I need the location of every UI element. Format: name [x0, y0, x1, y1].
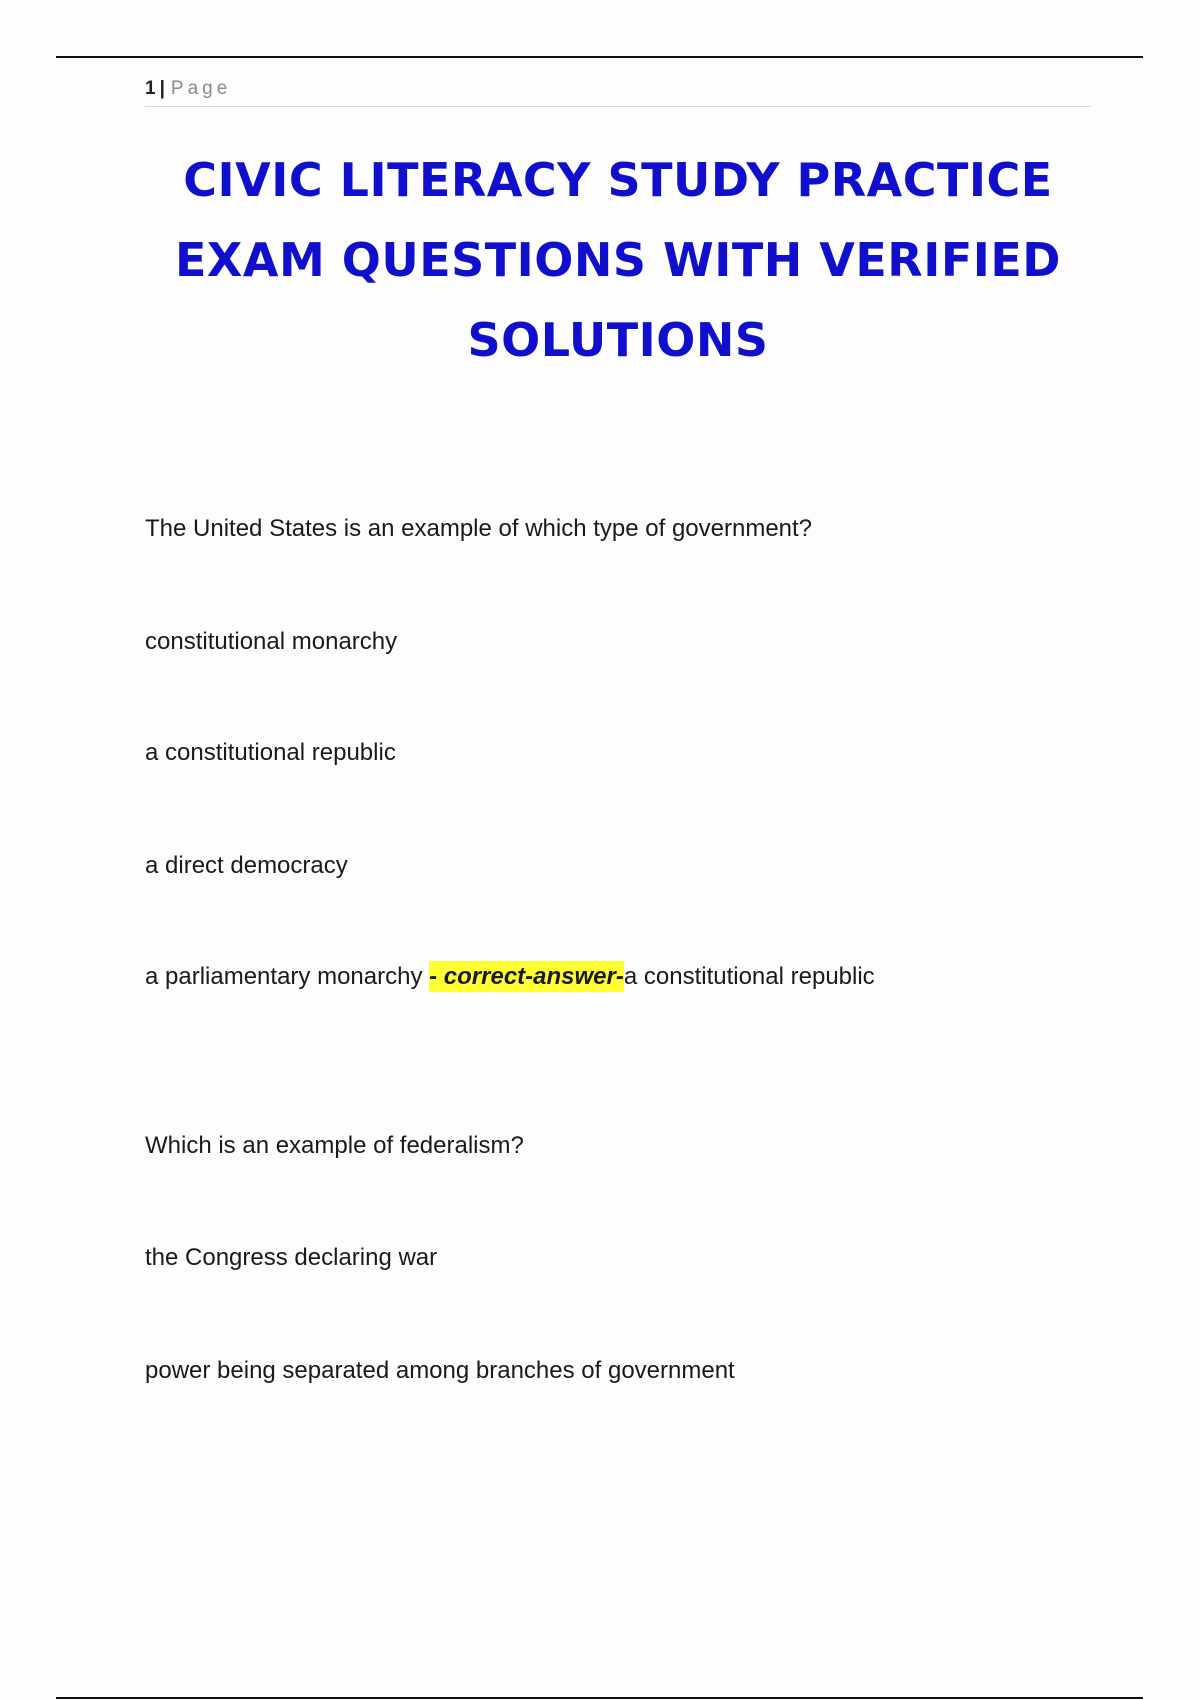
question-1-option-4-with-answer: [145, 962, 875, 992]
question-1-option-3: a direct democracy: [145, 852, 348, 879]
question-1-option-2: a constitutional republic: [145, 739, 396, 766]
title-line-3: SOLUTIONS: [467, 313, 769, 367]
question-1-option-1: constitutional monarchy: [145, 628, 398, 655]
page-header: [145, 76, 1091, 107]
top-rule: [56, 56, 1143, 58]
question-1-answer: a constitutional republic: [623, 963, 875, 990]
correct-answer-marker: - correct-answer-: [429, 963, 624, 990]
question-1-option-4: a parliamentary monarchy: [145, 963, 423, 990]
question-2-option-2: power being separated among branches of government: [145, 1357, 735, 1384]
bottom-rule: [56, 1697, 1143, 1699]
document-title: [130, 140, 1106, 380]
question-2-prompt: Which is an example of federalism?: [145, 1132, 524, 1159]
question-1-prompt: The United States is an example of which type of government?: [145, 515, 813, 542]
page-label: Page: [170, 78, 232, 99]
page-number: 1: [145, 78, 156, 99]
page-separator: |: [159, 78, 165, 99]
title-line-2: EXAM QUESTIONS WITH VERIFIED: [175, 233, 1061, 287]
question-2-option-1: the Congress declaring war: [145, 1244, 438, 1271]
title-line-1: CIVIC LITERACY STUDY PRACTICE: [183, 153, 1053, 207]
